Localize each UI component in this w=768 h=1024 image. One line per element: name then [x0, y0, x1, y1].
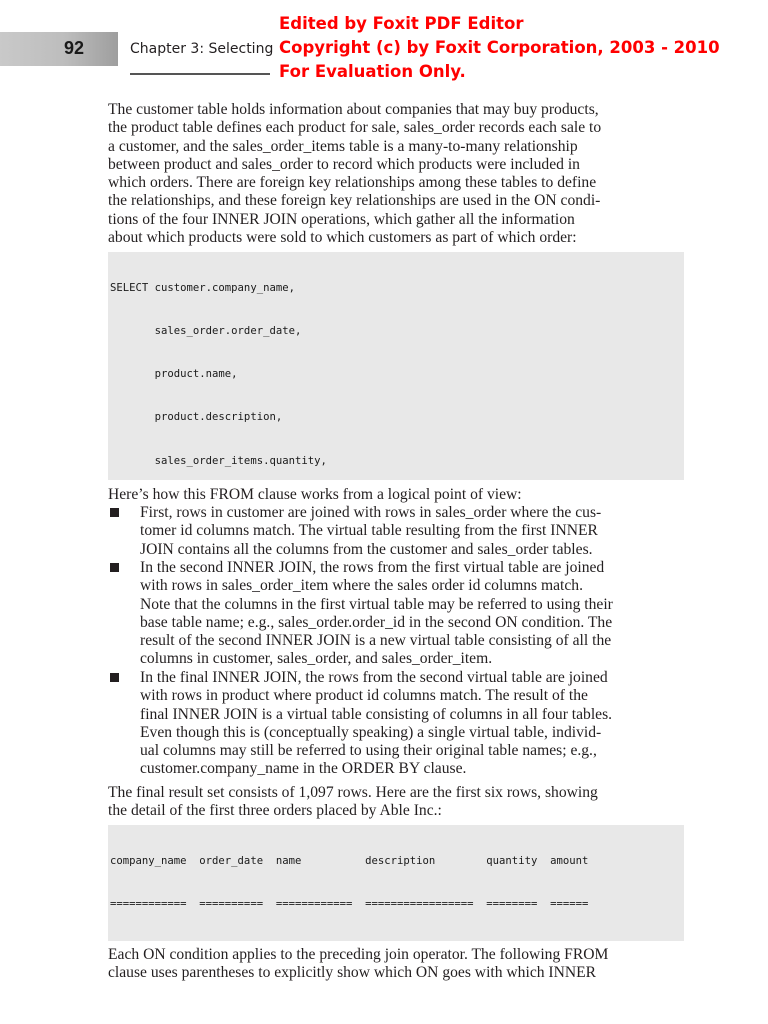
result-separator-row: ============ ========== ============ ================= ======== ======: [110, 898, 589, 911]
result-header-row: company_name order_date name description quantity amount: [110, 854, 589, 867]
text-line: tomer id columns match. The virtual table resulting from the first INNER: [140, 522, 598, 540]
code-line: sales_order.order_date,: [110, 325, 302, 338]
page-number: 92: [64, 38, 85, 58]
text-line: the relationships, and these foreign key relationships are used in the ON condi-: [108, 192, 601, 210]
code-line: product.name,: [110, 368, 238, 381]
text-line: between product and sales_order to record which products were included in: [108, 155, 580, 173]
text-line: JOIN contains all the columns from the customer and sales_order tables.: [140, 540, 593, 558]
text-line: the detail of the first three orders placed by Able Inc.:: [108, 802, 442, 820]
text-line: The customer table holds information about companies that may buy products,: [108, 101, 599, 118]
text-line: tions of the four INNER JOIN operations, which gather all the information: [108, 210, 575, 228]
bullet-text: [140, 669, 612, 779]
text-line: Note that the columns in the first virtual table may be referred to using their: [140, 595, 613, 613]
sql-query-code-block: [108, 252, 684, 480]
bullet-text: [140, 504, 601, 559]
text-line: Even though this is (conceptually speaking) a single virtual table, individ-: [140, 723, 602, 741]
text-line: final INNER JOIN is a virtual table consisting of columns in all four tables.: [140, 705, 613, 723]
code-line: sales_order_items.quantity,: [110, 454, 327, 467]
text-line: columns in customer, sales_order, and sales_order_item.: [140, 650, 493, 668]
chapter-title: Chapter 3: Selecting: [130, 41, 274, 57]
text-line: base table name; e.g., sales_order.order_id in the second ON condition. The: [140, 613, 613, 631]
text-line: with rows in product where product id columns match. The result of the: [140, 687, 588, 705]
square-bullet-icon: [110, 563, 119, 572]
text-line: In the final INNER JOIN, the rows from the second virtual table are joined: [140, 669, 608, 686]
watermark-line: Copyright (c) by Foxit Corporation, 2003 - 2010: [279, 38, 720, 57]
text-line: The final result set consists of 1,097 rows. Here are the first six rows, showing: [108, 784, 598, 801]
text-line: In the second INNER JOIN, the rows from the first virtual table are joined: [140, 559, 605, 576]
logical-view-paragraph: [108, 486, 684, 504]
text-line: ual columns may still be referred to using their original table names; e.g.,: [140, 742, 597, 760]
text-line: with rows in sales_order_item where the sales order id columns match.: [140, 577, 584, 595]
text-line: the product table defines each product for sale, sales_order records each sale to: [108, 119, 602, 137]
result-set-code-block: [108, 825, 684, 941]
intro-paragraph: [108, 101, 684, 247]
watermark-line: For Evaluation Only.: [279, 62, 466, 81]
result-row: [110, 940, 684, 941]
text-line: which orders. There are foreign key relationships among these tables to define: [108, 174, 597, 192]
text-line: Here’s how this FROM clause works from a logical point of view:: [108, 486, 522, 503]
text-line: result of the second INNER JOIN is a new virtual table consisting of all the: [140, 632, 612, 650]
text-line: clause uses parentheses to explicitly show which ON goes with which INNER: [108, 964, 597, 982]
text-line: First, rows in customer are joined with rows in sales_order where the cus-: [140, 504, 602, 521]
code-line: SELECT customer.company_name,: [110, 281, 295, 294]
watermark-line: Edited by Foxit PDF Editor: [279, 14, 524, 33]
text-line: Each ON condition applies to the preceding join operator. The following FROM: [108, 946, 609, 963]
evaluation-watermark: [279, 12, 720, 84]
text-line: customer.company_name in the ORDER BY clause.: [140, 760, 467, 778]
square-bullet-icon: [110, 673, 119, 682]
header-rule: [130, 73, 270, 75]
square-bullet-icon: [110, 508, 119, 517]
bullet-text: [140, 559, 613, 669]
code-line: product.description,: [110, 411, 283, 424]
text-line: about which products were sold to which customers as part of which order:: [108, 229, 577, 247]
result-summary-paragraph: [108, 784, 684, 821]
text-line: a customer, and the sales_order_items table is a many-to-many relationship: [108, 137, 578, 155]
on-condition-paragraph: [108, 946, 684, 983]
